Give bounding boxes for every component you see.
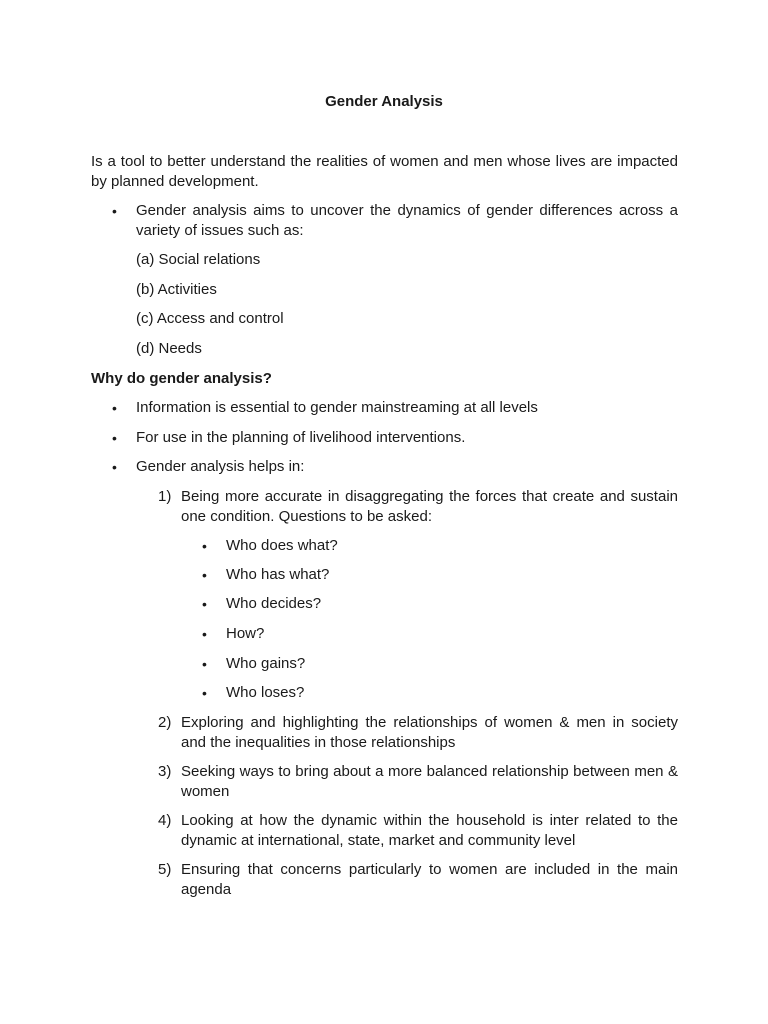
issue-item: (b) Activities bbox=[136, 281, 217, 298]
question-item bbox=[202, 536, 338, 556]
item-number: 4) bbox=[158, 812, 172, 829]
item-number: 5) bbox=[158, 861, 172, 878]
bullet-text: Information is essential to gender mainstreaming at all levels bbox=[136, 399, 538, 416]
bullet-icon: • bbox=[202, 626, 207, 642]
question-item bbox=[202, 624, 264, 644]
numbered-item bbox=[158, 860, 678, 900]
bullet-text: Gender analysis aims to uncover the dynamics of gender differences across a variety of issues such as: bbox=[136, 202, 678, 239]
item-text: Seeking ways to bring about a more balanced relationship between men & women bbox=[181, 763, 678, 800]
item-text: Looking at how the dynamic within the household is inter related to the dynamic at international, state, market and community level bbox=[181, 812, 678, 849]
bullet-icon: • bbox=[202, 685, 207, 701]
item-text: Exploring and highlighting the relationships of women & men in society and the inequalities in those relationships bbox=[181, 714, 678, 751]
item-text: Being more accurate in disaggregating the forces that create and sustain one condition. Questions to be asked: bbox=[181, 488, 678, 525]
bullet-icon: • bbox=[112, 459, 117, 475]
bullet-text: For use in the planning of livelihood interventions. bbox=[136, 429, 466, 446]
question-item bbox=[202, 594, 321, 614]
question-item bbox=[202, 565, 329, 585]
item-text: Ensuring that concerns particularly to women are included in the main agenda bbox=[181, 861, 678, 898]
list-item bbox=[112, 398, 678, 418]
bullet-icon: • bbox=[202, 596, 207, 612]
item-number: 1) bbox=[158, 488, 172, 505]
bullet-icon: • bbox=[202, 538, 207, 554]
question-item bbox=[202, 683, 304, 703]
page-title: Gender Analysis bbox=[325, 93, 443, 110]
numbered-item bbox=[158, 713, 678, 753]
item-number: 2) bbox=[158, 714, 172, 731]
issue-item: (a) Social relations bbox=[136, 251, 261, 268]
question-text: Who gains? bbox=[226, 655, 306, 672]
question-item bbox=[202, 654, 305, 674]
list-item bbox=[112, 201, 678, 241]
bullet-icon: • bbox=[202, 567, 207, 583]
list-item bbox=[112, 457, 678, 477]
issue-item: (d) Needs bbox=[136, 340, 202, 357]
issue-item: (c) Access and control bbox=[136, 310, 284, 327]
question-text: How? bbox=[226, 625, 265, 642]
question-text: Who does what? bbox=[226, 537, 338, 554]
numbered-item bbox=[158, 487, 678, 527]
item-number: 3) bbox=[158, 763, 172, 780]
section-heading: Why do gender analysis? bbox=[91, 370, 272, 387]
bullet-icon: • bbox=[112, 430, 117, 446]
question-text: Who decides? bbox=[226, 595, 322, 612]
bullet-text: Gender analysis helps in: bbox=[136, 458, 305, 475]
bullet-icon: • bbox=[112, 203, 117, 219]
bullet-icon: • bbox=[112, 400, 117, 416]
list-item bbox=[112, 428, 678, 448]
question-text: Who loses? bbox=[226, 684, 305, 701]
numbered-item bbox=[158, 762, 678, 802]
intro-paragraph: Is a tool to better understand the realities of women and men whose lives are impacted by planned development. bbox=[91, 153, 678, 190]
numbered-item bbox=[158, 811, 678, 851]
bullet-icon: • bbox=[202, 656, 207, 672]
question-text: Who has what? bbox=[226, 566, 330, 583]
